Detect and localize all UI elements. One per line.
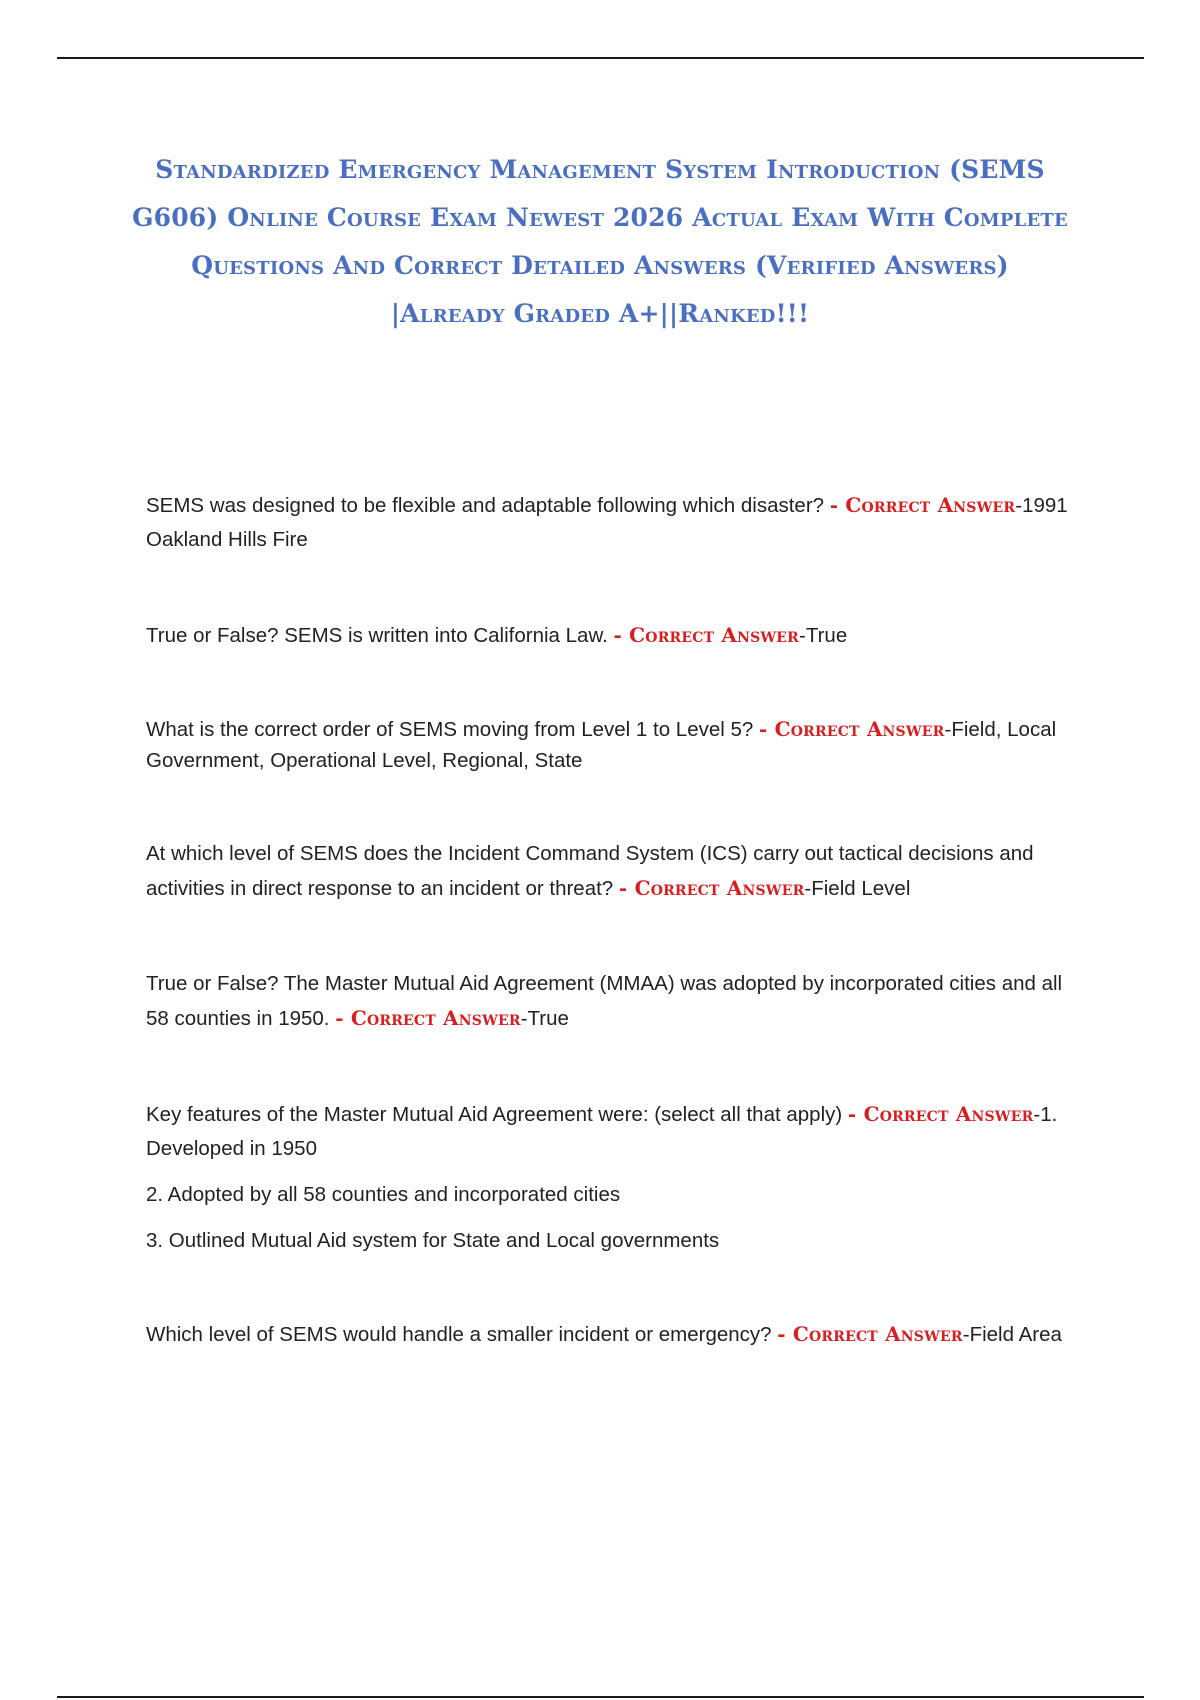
qa-list [146, 488, 1086, 1350]
qa-item-4 [146, 837, 1086, 906]
top-rule [57, 57, 1144, 59]
qa-item-3 [146, 714, 1086, 776]
correct-answer-marker: - Correct Answer [847, 1102, 1034, 1126]
question-text: True or False? SEMS is written into California Law. [146, 624, 614, 647]
answer-continuation-line: 2. Adopted by all 58 counties and incorporated cities [146, 1183, 621, 1206]
answer-text: -Field Area [962, 1323, 1062, 1346]
question-text: What is the correct order of SEMS moving from Level 1 to Level 5? [146, 718, 759, 741]
correct-answer-marker: - Correct Answer [613, 623, 800, 647]
answer-continuation-line: 3. Outlined Mutual Aid system for State and Local governments [146, 1229, 720, 1252]
answer-text: -1991 Oakland Hills Fire [146, 494, 1068, 551]
qa-item-6-main [146, 1097, 1086, 1166]
correct-answer-marker: - Correct Answer [777, 1322, 963, 1346]
answer-text: -True [520, 1007, 569, 1030]
answer-text: -True [799, 624, 848, 647]
question-text: Which level of SEMS would handle a smaller incident or emergency? [146, 1323, 778, 1346]
document-title: Standardized Emergency Management System Introduction (SEMS G606) Online Course Exam Newest 2026 Actual Exam With Complete Questions And Correct Detailed Answers (Verified Answers) |Already Graded A+||Ranked!!! [132, 155, 1068, 328]
question-text: At which level of SEMS does the Incident Command System (ICS) carry out tactical decisions and activities in direct response to an incident or threat? [146, 842, 1034, 900]
answer-text: -Field Level [804, 877, 911, 900]
qa-item-1 [146, 488, 1086, 557]
correct-answer-marker: - Correct Answer [335, 1006, 521, 1030]
qa-item-5 [146, 967, 1086, 1036]
answer-text: -Field, Local Government, Operational Level, Regional, State [146, 718, 1057, 772]
correct-answer-marker: - Correct Answer [829, 493, 1016, 517]
qa-item-2 [146, 618, 1086, 653]
question-text: SEMS was designed to be flexible and adaptable following which disaster? [146, 494, 830, 517]
correct-answer-marker: - Correct Answer [759, 717, 945, 741]
qa-item-7 [146, 1319, 1086, 1350]
answer-text: -1. Developed in 1950 [146, 1103, 1058, 1160]
question-text: True or False? The Master Mutual Aid Agreement (MMAA) was adopted by incorporated cities and all 58 counties in 1950. [146, 972, 1063, 1030]
qa-item-6 [146, 1097, 1086, 1258]
bottom-rule [57, 1696, 1144, 1698]
question-text: Key features of the Master Mutual Aid Agreement were: (select all that apply) [146, 1103, 848, 1126]
correct-answer-marker: - Correct Answer [618, 876, 805, 900]
